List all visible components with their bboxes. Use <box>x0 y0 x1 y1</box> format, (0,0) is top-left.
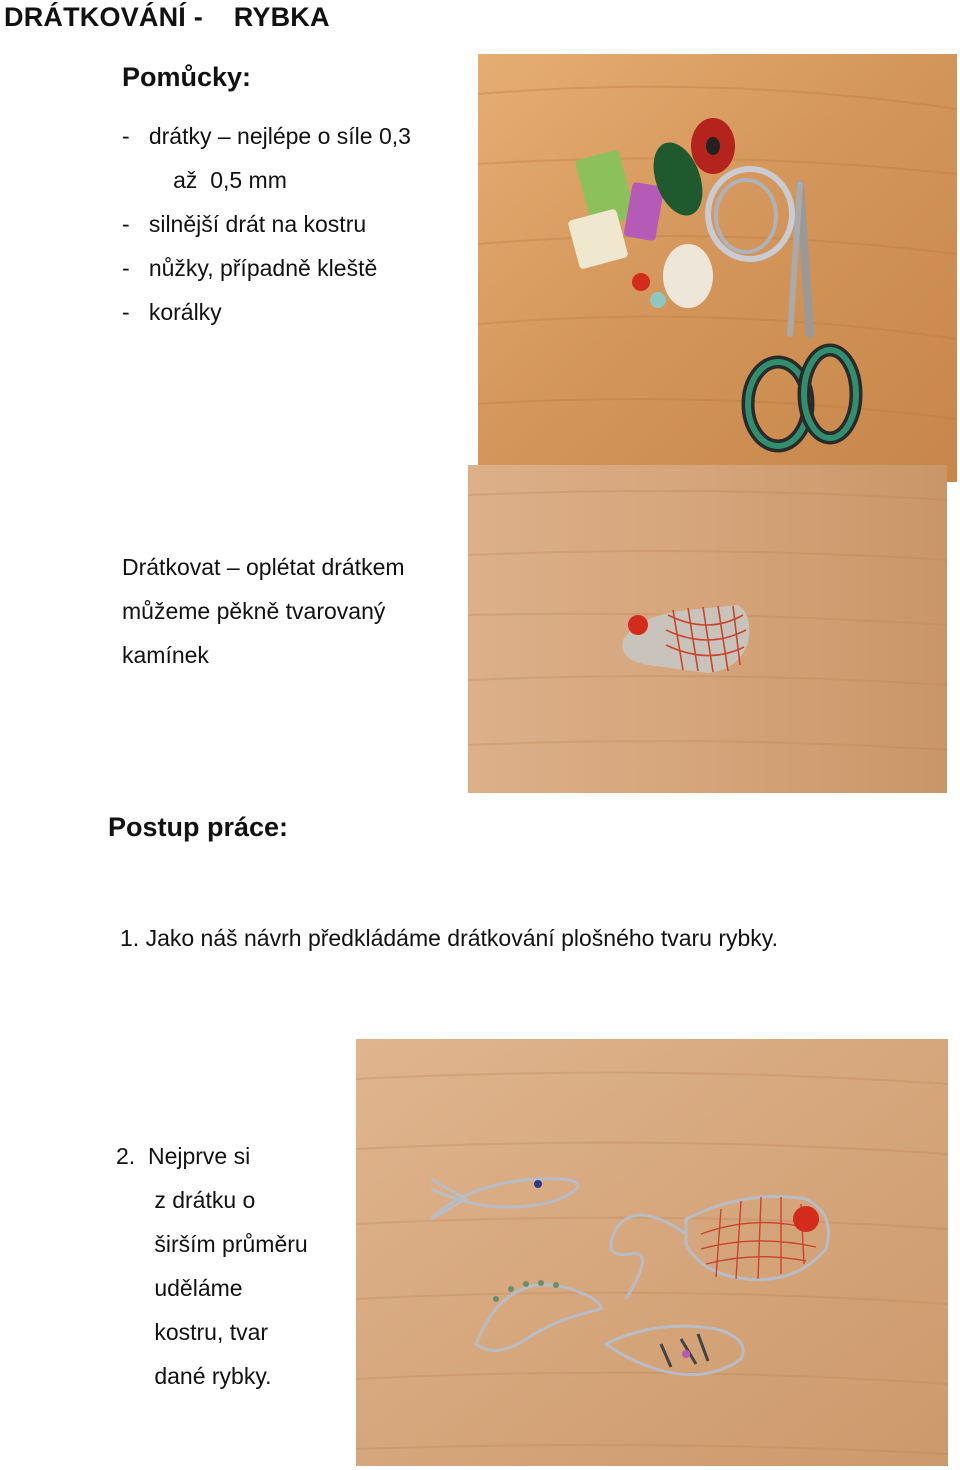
title-main: DRÁTKOVÁNÍ - <box>4 2 203 32</box>
photo-tools <box>478 54 957 482</box>
document-title <box>4 2 330 33</box>
step-1: 1. Jako náš návrh předkládáme drátkování plošného tvaru rybky. <box>120 925 778 951</box>
step-2-line: kostru, tvar <box>116 1319 269 1345</box>
procedure-heading: Postup práce: <box>108 812 289 842</box>
photo-wired-stone <box>468 465 947 793</box>
title-subject: RYBKA <box>233 2 330 32</box>
intro-line: můžeme pěkně tvarovaný <box>122 598 386 624</box>
intro-line: Drátkovat – oplétat drátkem <box>122 554 405 580</box>
step-2-line: uděláme <box>116 1275 243 1301</box>
intro-line: kamínek <box>122 642 209 668</box>
step-2-line: 2. Nejprve si <box>116 1143 251 1169</box>
tools-item: - nůžky, případně kleště <box>122 255 378 281</box>
step-2-line: širším průměru <box>116 1231 308 1257</box>
tools-heading: Pomůcky: <box>122 62 252 92</box>
tools-item: - drátky – nejlépe o síle 0,3 <box>122 123 411 149</box>
photo-fish-frames <box>356 1039 948 1466</box>
step-2-line: z drátku o <box>116 1187 256 1213</box>
tools-list <box>122 114 411 334</box>
step-2 <box>116 1134 308 1398</box>
photo-fish-frames-image <box>356 1039 948 1466</box>
tools-item: - silnější drát na kostru <box>122 211 367 237</box>
photo-tools-image <box>478 54 957 482</box>
intro-text <box>122 545 405 677</box>
photo-wired-stone-image <box>468 465 947 793</box>
tools-item: až 0,5 mm <box>122 167 287 193</box>
step-2-line: dané rybky. <box>116 1363 272 1389</box>
tools-item: - korálky <box>122 299 222 325</box>
